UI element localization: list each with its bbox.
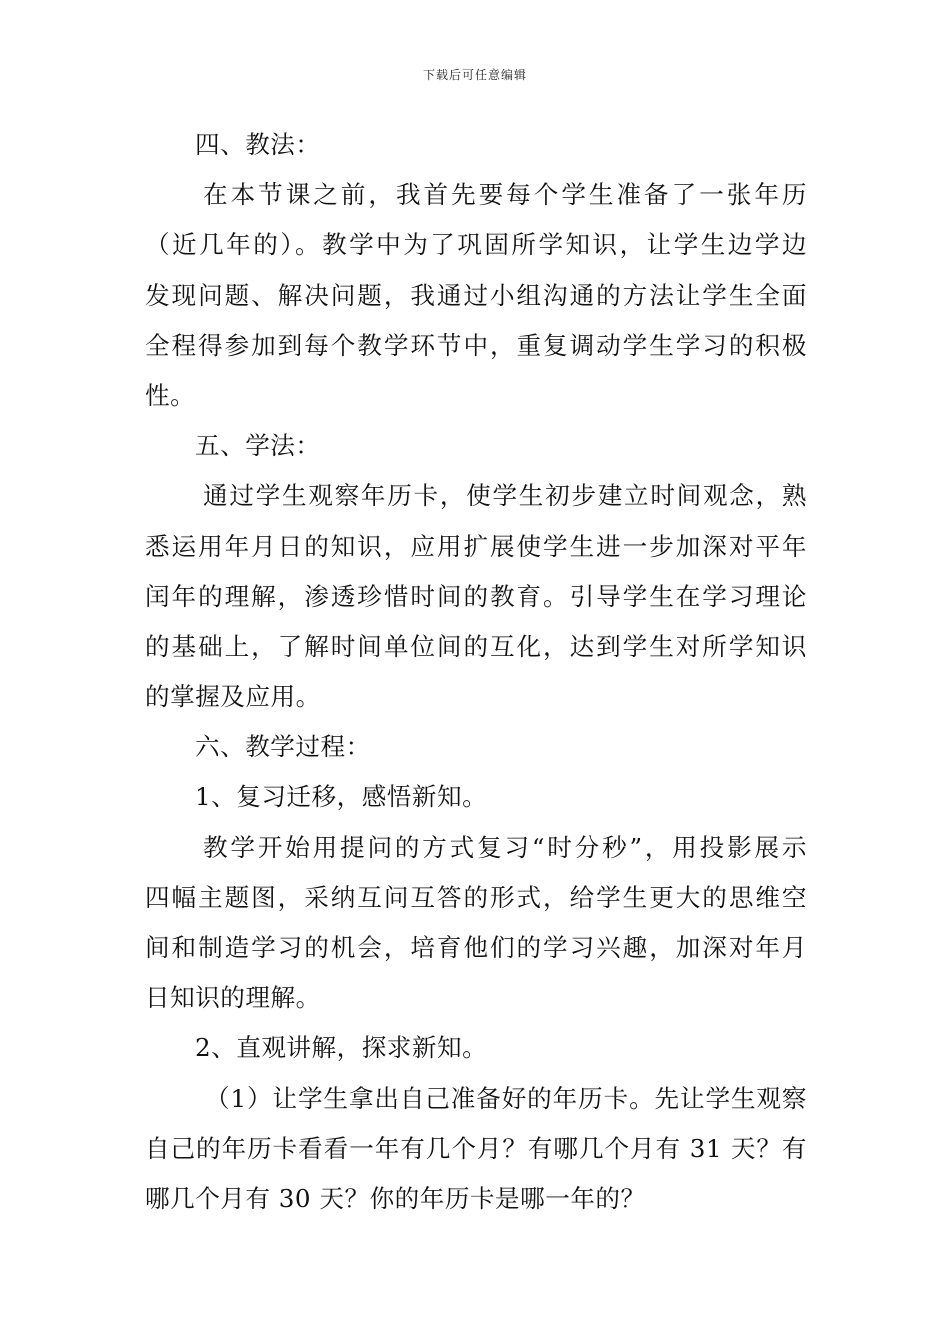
paragraph-line: （1）让学生拿出自己准备好的年历卡。先让学生观察 — [205, 1083, 807, 1113]
paragraph-line: 在本节课之前，我首先要每个学生准备了一张年历 — [203, 180, 807, 210]
step-heading-review: 1、复习迁移，感悟新知。 — [195, 782, 488, 812]
paragraph-line: 悉运用年月日的知识，应用扩展使学生进一步加深对平年 — [145, 531, 807, 561]
paragraph-line: 四幅主题图，采纳互问互答的形式，给学生更大的思维空 — [145, 882, 807, 912]
paragraph-line: 教学开始用提问的方式复习“时分秒”，用投影展示 — [203, 832, 807, 862]
paragraph-line: 通过学生观察年历卡，使学生初步建立时间观念，熟 — [203, 481, 807, 511]
section-heading-learning-method: 五、学法： — [195, 431, 321, 461]
page-header-note: 下载后可任意编辑 — [422, 68, 527, 82]
step-heading-explain: 2、直观讲解，探求新知。 — [195, 1033, 488, 1063]
paragraph-line: 自己的年历卡看看一年有几个月？有哪几个月有 31 天？有 — [145, 1133, 807, 1163]
paragraph-line: 间和制造学习的机会，培育他们的学习兴趣，加深对年月 — [145, 933, 807, 962]
paragraph-line: 的基础上，了解时间单位间的互化，达到学生对所学知识 — [145, 631, 807, 661]
paragraph-line: 日知识的理解。 — [145, 983, 321, 1013]
paragraph-line: 的掌握及应用。 — [145, 682, 321, 712]
section-heading-teaching-process: 六、教学过程： — [195, 732, 371, 762]
paragraph-line: （近几年的）。教学中为了巩固所学知识，让学生边学边 — [145, 230, 807, 260]
document-body — [145, 120, 807, 1224]
paragraph-line: 发现问题、解决问题，我通过小组沟通的方法让学生全面 — [145, 280, 807, 310]
paragraph-line: 性。 — [145, 380, 196, 410]
paragraph-line: 全程得参加到每个教学环节中，重复调动学生学习的积极 — [145, 330, 807, 360]
paragraph-line: 闰年的理解，渗透珍惜时间的教育。引导学生在学习理论 — [145, 581, 807, 611]
paragraph-line: 哪几个月有 30 天？你的年历卡是哪一年的？ — [145, 1183, 646, 1213]
section-heading-teaching-method: 四、教法： — [195, 130, 321, 159]
